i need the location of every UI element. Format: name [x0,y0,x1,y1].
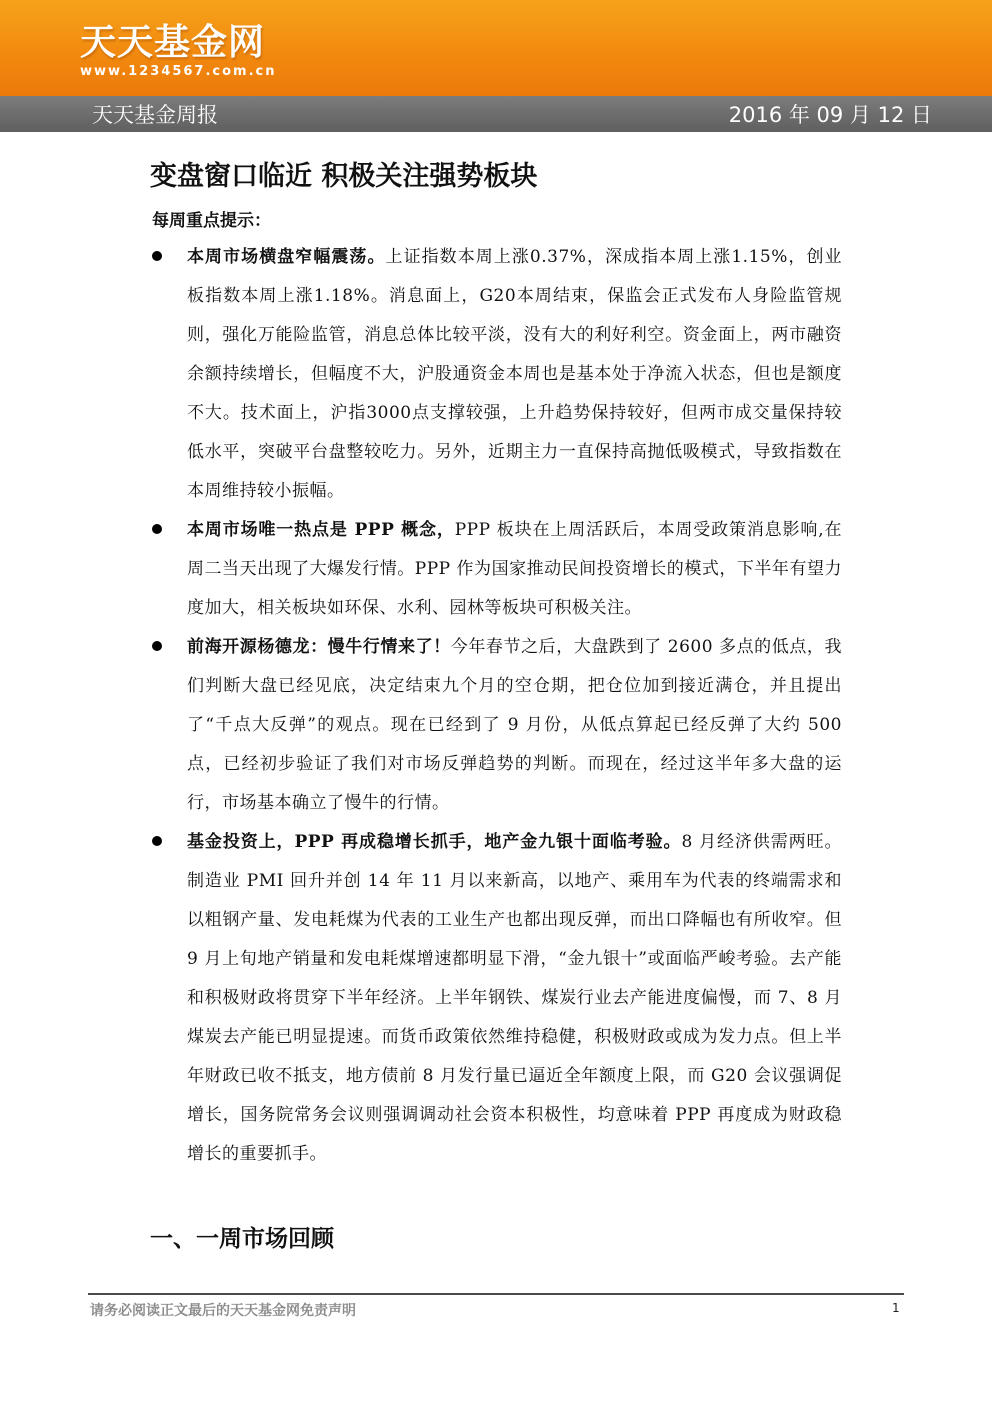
bullet-item [150,628,842,823]
section-label: 每周重点提示： [152,211,271,231]
bullet-body: 8 月经济供需两旺。制造业 PMI 回升并创 14 年 11 月以来新高，以地产、乘用车为代表的终端需求和以粗钢产量、发电耗煤为代表的工业生产也都出现反弹，而出口降幅也有所收窄。但 9 月上旬地产销量和发电耗煤增速都明显下滑，“金九银十”或面临严峻考验。去产能和积极财政将贯穿下半年经济。上半年钢铁、煤炭行业去产能进度偏慢，而 7、8 月煤炭去产能已明显提速。而货币政策依然维持稳健，积极财政或成为发力点。但上半年财政已收不抵支，地方债前 8 月发行量已逼近全年额度上限，而 G20 会议强调促增长，国务院常务会议则强调调动社会资本积极性，均意味着 PPP 再度成为财政稳增长的重要抓手。 [187,832,842,1164]
bullet-text [187,238,842,511]
bullet-item [150,511,842,628]
bullet-body: PPP 板块在上周活跃后，本周受政策消息影响,在周二当天出现了大爆发行情。PPP 作为国家推动民间投资增长的模式，下半年有望力度加大，相关板块如环保、水利、园林等板块可积极关注。 [187,520,843,618]
header-banner [0,0,992,96]
footer-disclaimer: 请务必阅读正文最后的天天基金网免责声明 [90,1303,356,1319]
key-points-list [150,238,842,1174]
bullet-icon [152,251,162,261]
bullet-lead: 本周市场横盘窄幅震荡。 [187,247,386,267]
bullet-icon [152,836,162,846]
logo: 天天基金网 [80,22,266,63]
bullet-icon [152,524,162,534]
page-number: 1 [892,1301,900,1315]
bullet-text [187,628,842,823]
section-heading: 一、一周市场回顾 [150,1226,334,1252]
bullet-lead: 基金投资上，PPP 再成稳增长抓手，地产金九银十面临考验。 [187,832,682,852]
bullet-item [150,823,842,1174]
bullet-text [187,823,842,1174]
report-date: 2016 年 09 月 12 日 [728,103,932,127]
bullet-icon [152,641,162,651]
report-bar [0,96,992,132]
footer-divider [88,1293,904,1295]
bullet-body: 今年春节之后，大盘跌到了 2600 多点的低点，我们判断大盘已经见底，决定结束九个月的空仓期，把仓位加到接近满仓，并且提出了“千点大反弹”的观点。现在已经到了 9 月份，从低点算起已经反弹了大约 500 点，已经初步验证了我们对市场反弹趋势的判断。而现在，经过这半年多大盘的运行，市场基本确立了慢牛的行情。 [187,637,843,813]
report-name: 天天基金周报 [92,103,218,127]
document-title: 变盘窗口临近 积极关注强势板块 [150,161,538,192]
bullet-text [187,511,842,628]
bullet-item [150,238,842,511]
bullet-lead: 本周市场唯一热点是 PPP 概念， [187,520,455,540]
bullet-body: 上证指数本周上涨0.37%，深成指本周上涨1.15%，创业板指数本周上涨1.18%。消息面上，G20本周结束，保监会正式发布人身险监管规则，强化万能险监管，消息总体比较平淡，没有大的利好利空。资金面上，两市融资余额持续增长，但幅度不大，沪股通资金本周也是基本处于净流入状态，但也是额度不大。技术面上，沪指3000点支撑较强，上升趋势保持较好，但两市成交量保持较低水平，突破平台盘整较吃力。另外，近期主力一直保持高抛低吸模式，导致指数在本周维持较小振幅。 [187,247,842,501]
logo-url: www.1234567.com.cn [80,64,277,79]
bullet-lead: 前海开源杨德龙：慢牛行情来了！ [187,637,451,657]
